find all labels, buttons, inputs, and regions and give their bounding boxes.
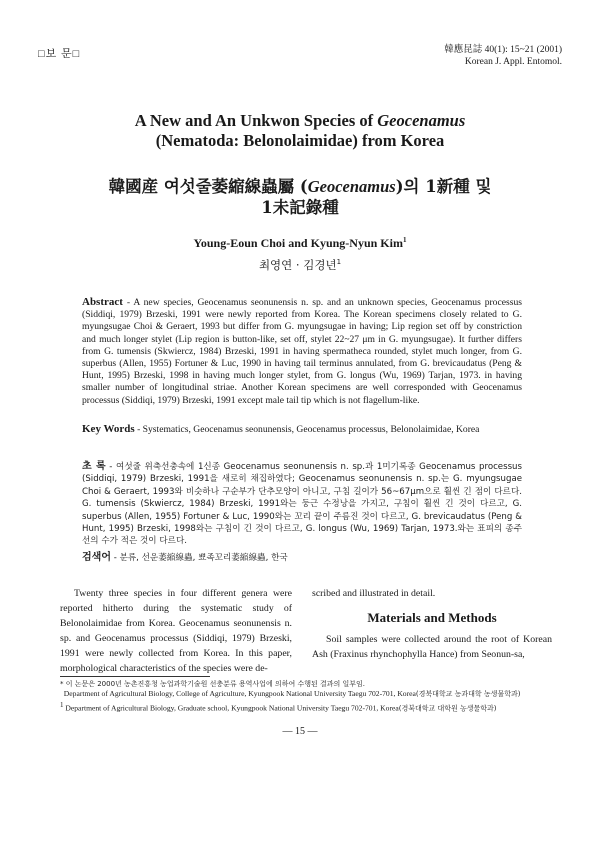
- running-head-left: □보 문□: [38, 48, 81, 60]
- intro-column-left: [60, 587, 292, 676]
- title-ko-line2: 1未記錄種: [261, 198, 339, 217]
- intro-column-right-continuation: scribed and illustrated in detail.: [312, 588, 436, 599]
- abstract-label: Abstract: [82, 296, 123, 308]
- footnote-3-sup: 1: [60, 700, 64, 709]
- korean-abstract-label: 초 록: [82, 461, 106, 472]
- abstract-text: A new species, Geocenamus seonunensis n. sp. and an unknown species, Geocenamus processus (Siddiqi, 1979) Brzeski, 1991 were newly reported from Korea. The Korean specimens closely related to G. myungsugae Choi & Geraert, 1993 but differ from G. myungsugae in having; Lip region set off by constriction and much longer stylet (Lip region is button-like, set off, stylet 22~27 μm in G. myungsugae). It further differs from G. tumensis (Skwiercz, 1984) Brzeski, 1991 in having spermatheca rounded, stylet much longer, from G. superbus (Allen, 1955) Fortuner & Luc, 1990 in having tail terminus annulated, from G. brevicaudatus (Peng & Hunt, 1995) Brzeski, 1998 in having much longer stylet, from G. longus (Wu, 1969) Tarjan, 1973. in having smaller number of longitudinal striae. Another Korean specimens are well corresponded with Geocenamus processus (Siddiqi, 1979) Brzeski, 1991 except male tail tip which is not flagellum-like.: [82, 297, 522, 406]
- keywords: [82, 423, 522, 436]
- korean-abstract: [82, 461, 522, 548]
- author-2-sup: 1: [402, 236, 407, 244]
- author-2: Kyung-Nyun Kim: [310, 236, 403, 250]
- methods-paragraph: Soil samples were collected around the root of Korean Ash (Fraxinus rhynchophylla Hance) from Seonun-sa,: [312, 634, 552, 660]
- footnote-2-ko: (경북대학교 농과대학 농생물학과): [415, 690, 521, 699]
- footnote-rule: [60, 676, 210, 677]
- abstract: [82, 296, 522, 407]
- authors-korean: [60, 257, 540, 273]
- footnote-3-ko: (경북대학교 대학원 농생물학과): [398, 704, 497, 713]
- citation-line: 韓應昆誌 40(1): 15~21 (2001): [444, 45, 562, 55]
- korean-keywords-text: 분류, 선운萎縮線蟲, 뾰족꼬리萎縮線蟲, 한국: [119, 553, 288, 563]
- footnote-1: * 이 논문은 2000년 농촌진흥청 농업과학기술원 선충분류 용역사업에 의하여 수행된 결과의 일부임.: [60, 680, 365, 688]
- title-line2: (Nematoda: Belonolaimidae) from Korea: [155, 131, 445, 150]
- journal-name: Korean J. Appl. Entomol.: [464, 57, 562, 67]
- title-line1-text: A New and An Unkwon Species of: [134, 111, 378, 130]
- abstract-dash: -: [122, 297, 134, 308]
- keywords-text: Systematics, Geocenamus seonunensis, Geocenamus processus, Belonolaimidae, Korea: [142, 424, 480, 435]
- title-ko-pre: 韓國産 여섯줄萎縮線蟲屬 (: [108, 177, 308, 196]
- footnote-3: [60, 700, 555, 714]
- authors-ko-sup: 1: [336, 258, 342, 267]
- paper-title: [60, 111, 540, 151]
- methods-column-right: [312, 633, 552, 663]
- korean-keywords-dash: -: [110, 553, 120, 563]
- keywords-dash: -: [134, 424, 143, 435]
- author-1: Young-Eoun Choi: [193, 236, 286, 250]
- journal-citation: [444, 44, 562, 68]
- authors-ko-names: 최영연 · 김경년: [258, 258, 337, 272]
- korean-keywords-label: 검색어: [82, 552, 111, 563]
- korean-abstract-dash: -: [105, 462, 117, 472]
- title-ko-post: )의 1新種 및: [395, 177, 492, 196]
- footnotes: [60, 679, 555, 714]
- korean-abstract-text: 여섯줄 위축선충속에 1신종 Geocenamus seonunensis n. sp.과 1미기록종 Geocenamus processus (Siddiqi, 1979) Brzeski, 1991을 새로히 채집하였다; Geocenamus seonunensis n. sp.는 G. myungsugae Choi & Geraert, 1993와 비슷하나 구순부가 단추모양이 아니고, 구침 길이가 56~67μm으로 훨씬 긴 점이 다르다. G. tumensis (Skwiercz, 1984) Brzeski, 1991와는 둥근 수정낭을 가지고, 구침이 훨씬 긴 것이 다르고, G. superbus (Allen, 1955) Fortuner & Luc, 1990와는 꼬리 끝이 주름진 것이 다르고, G. brevicaudatus (Peng & Hunt, 1995) Brzeski, 1998와는 구침이 긴 것이 다르고, G. longus (Wu, 1969) Tarjan, 1973.와는 표피의 종주선의 수가 적은 것이 다르다.: [82, 462, 522, 547]
- footnote-2-text: Department of Agricultural Biology, College of Agriculture, Kyungpook National University Taegu 702-701, Korea: [63, 689, 416, 699]
- intro-paragraph: Twenty three species in four different genera were reported hitherto during the systematic study of Belonolaimidae from Korea. Geocenamus seonunensis n. sp. and Geocenamus processus (Siddiqi, 1979) Brzeski, 1991 were newly collected from Korea. In this paper, morphological characteristics of the species were de-: [60, 588, 292, 674]
- title-ko-genus: Geocenamus: [307, 177, 396, 196]
- authors: [60, 236, 540, 251]
- korean-keywords: [82, 548, 522, 563]
- page-number: — 15 —: [282, 726, 318, 737]
- paper-title-korean: [60, 176, 540, 218]
- footnote-3-text: Department of Agricultural Biology, Graduate school, Kyungpook National University Taegu 702-701, Korea: [65, 703, 399, 713]
- footnote-2: [60, 689, 555, 699]
- author-and: and: [285, 236, 311, 250]
- keywords-label: Key Words: [82, 423, 135, 435]
- section-heading-methods: Materials and Methods: [367, 610, 497, 625]
- title-genus: Geocenamus: [377, 111, 466, 130]
